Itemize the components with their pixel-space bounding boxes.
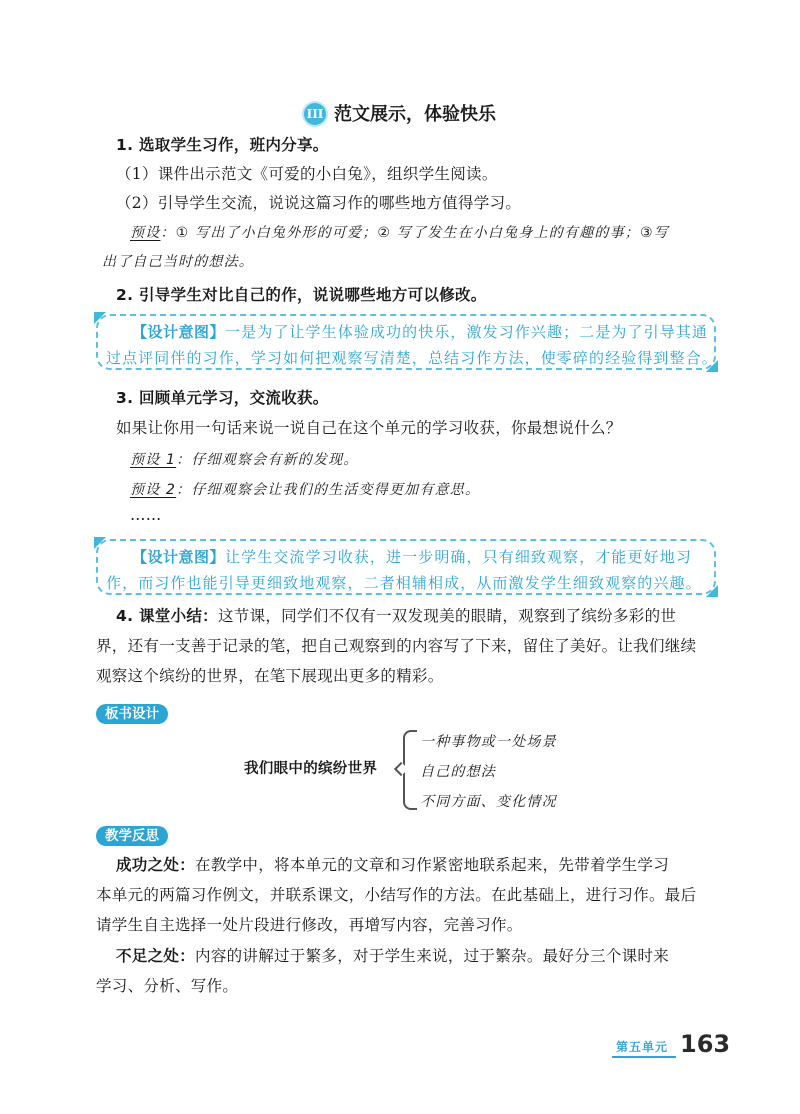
step1-line1: （1）课件出示范文《可爱的小白兔》，组织学生阅读。 [116, 165, 498, 183]
corner-ornament [706, 585, 718, 597]
intent2-line1: 【设计意图】让学生交流学习收获，进一步明确，只有细致观察，才能更好地习 [132, 548, 692, 566]
step4-line1: 4. 课堂小结：这节课，同学们不仅有一双发现美的眼睛，观察到了缤纷多彩的世 [116, 607, 677, 625]
board-design-tag: 板书设计 [96, 704, 168, 724]
section-number-badge: III [304, 103, 326, 125]
step3-heading: 3. 回顾单元学习，交流收获。 [116, 389, 329, 407]
footer-rule [612, 1056, 676, 1058]
board-item: 一种事物或一处场景 [420, 734, 557, 750]
corner-ornament [94, 537, 106, 549]
step1-preset [130, 222, 669, 242]
reflection-weak-line1: 不足之处：内容的讲解过于繁多，对于学生来说，过于繁杂。最好分三个课时来 [116, 947, 670, 965]
intent1-line2: 过点评同伴的习作，学习如何把观察写清楚，总结习作方法，使零碎的经验得到整合。 [106, 349, 718, 367]
reflection-weak-line2: 学习、分析、写作。 [96, 977, 239, 995]
step3-question: 如果让你用一句话来说一说自己在这个单元的学习收获，你最想说什么？ [116, 419, 622, 437]
step3-ellipsis: …… [130, 506, 162, 524]
section-title [0, 100, 800, 126]
step3-preset2: 预设 2：仔细观察会让我们的生活变得更加有意思。 [130, 482, 481, 498]
weak-label: 不足之处： [116, 947, 196, 965]
success-label: 成功之处： [116, 856, 196, 874]
reflection-tag: 教学反思 [96, 826, 168, 846]
step1-preset-cont: 出了自己当时的想法。 [102, 254, 254, 270]
board-item: 不同方面、变化情况 [420, 794, 557, 810]
preset-label: 预设 [130, 225, 161, 241]
design-intent-box-2 [96, 539, 716, 595]
step2-heading: 2. 引导学生对比自己的作，说说哪些地方可以修改。 [116, 286, 487, 304]
intent-label: 【设计意图】 [132, 323, 226, 341]
board-center-text: 我们眼中的缤纷世界 [244, 761, 378, 777]
intent2-line2: 作，而习作也能引导更细致地观察，二者相辅相成，从而激发学生细致观察的兴趣。 [106, 574, 702, 592]
design-intent-box-1 [96, 314, 716, 370]
corner-ornament [94, 312, 106, 324]
step4-line3: 观察这个缤纷的世界，在笔下展现出更多的精彩。 [96, 667, 444, 685]
step3-preset1: 预设 1：仔细观察会有新的发现。 [130, 452, 359, 468]
board-item: 自己的想法 [420, 764, 496, 780]
reflection-success-line1: 成功之处：在教学中，将本单元的文章和习作紧密地联系起来，先带着学生学习 [116, 856, 670, 874]
step4-line2: 界，还有一支善于记录的笔，把自己观察到的内容写了下来，留住了美好。让我们继续 [96, 637, 697, 655]
intent1-line1: 【设计意图】一是为了让学生体验成功的快乐，激发习作兴趣；二是为了引导其通 [132, 323, 709, 341]
unit-label: 第五单元 [616, 1040, 669, 1054]
reflection-success-line3: 请学生自主选择一处片段进行修改，再增写内容，完善习作。 [96, 916, 523, 934]
preset-text: ：① 写出了小白兔外形的可爱；② 写了发生在小白兔身上的有趣的事；③写 [160, 225, 669, 241]
step1-line2: （2）引导学生交流，说说这篇习作的哪些地方值得学习。 [116, 194, 522, 212]
step1-heading: 1. 选取学生习作，班内分享。 [116, 136, 329, 154]
step4-heading: 4. 课堂小结： [116, 607, 218, 625]
reflection-success-line2: 本单元的两篇习作例文，并联系课文，小结写作的方法。在此基础上，进行习作。最后 [96, 886, 697, 904]
page-number: 163 [680, 1030, 731, 1058]
section-title-text: 范文展示，体验快乐 [334, 104, 496, 125]
